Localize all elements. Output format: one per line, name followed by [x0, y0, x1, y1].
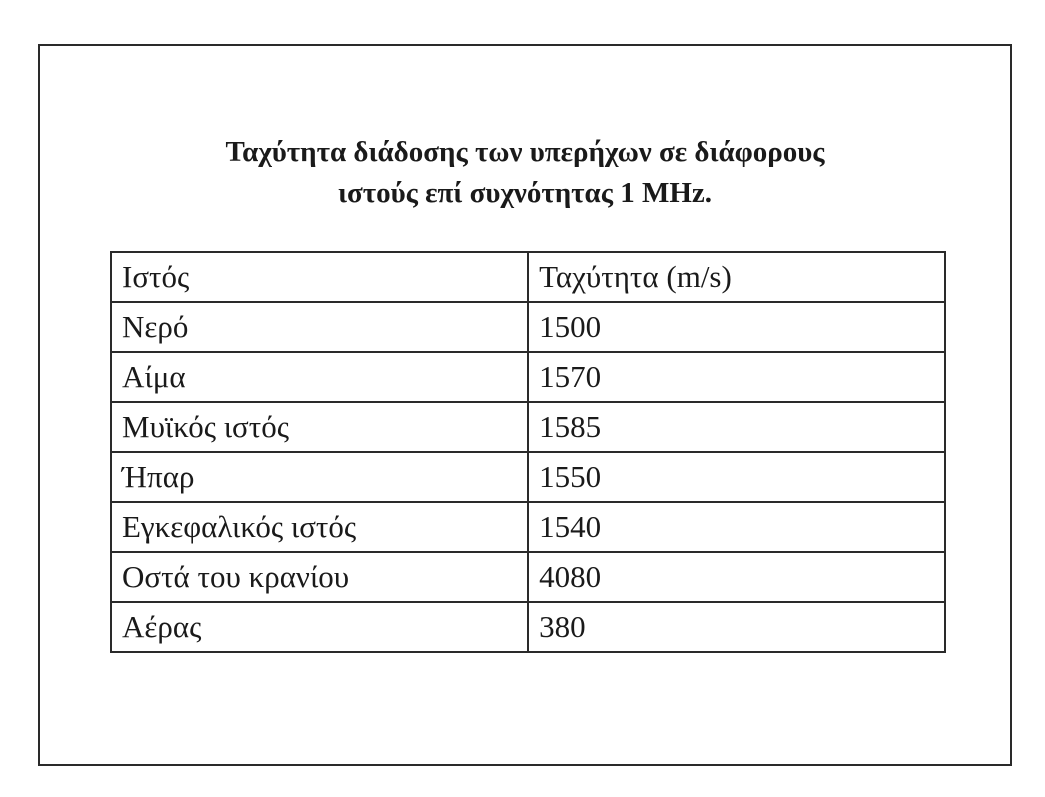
table-row: [111, 502, 945, 552]
tissue-cell: Ήπαρ: [111, 452, 528, 502]
tissue-cell: Οστά του κρανίου: [111, 552, 528, 602]
speed-table: [110, 251, 946, 653]
speed-cell: 1585: [528, 402, 945, 452]
title-line-1: Ταχύτητα διάδοσης των υπερήχων σε διάφορους: [225, 136, 825, 168]
tissue-cell: Αέρας: [111, 602, 528, 652]
table-header-row: [111, 252, 945, 302]
table-row: [111, 402, 945, 452]
speed-cell: 380: [528, 602, 945, 652]
tissue-cell: Αίμα: [111, 352, 528, 402]
tissue-cell: Νερό: [111, 302, 528, 352]
table-row: [111, 452, 945, 502]
speed-cell: 4080: [528, 552, 945, 602]
header-speed: Ταχύτητα (m/s): [528, 252, 945, 302]
header-tissue: Ιστός: [111, 252, 528, 302]
document-frame: [38, 44, 1012, 766]
table-row: [111, 602, 945, 652]
table-title: [40, 132, 1010, 214]
speed-cell: 1500: [528, 302, 945, 352]
tissue-cell: Εγκεφαλικός ιστός: [111, 502, 528, 552]
speed-cell: 1540: [528, 502, 945, 552]
table-row: [111, 552, 945, 602]
table-row: [111, 352, 945, 402]
speed-cell: 1550: [528, 452, 945, 502]
tissue-cell: Μυϊκός ιστός: [111, 402, 528, 452]
speed-cell: 1570: [528, 352, 945, 402]
table-row: [111, 302, 945, 352]
title-line-2: ιστούς επί συχνότητας 1 MHz.: [337, 177, 713, 209]
